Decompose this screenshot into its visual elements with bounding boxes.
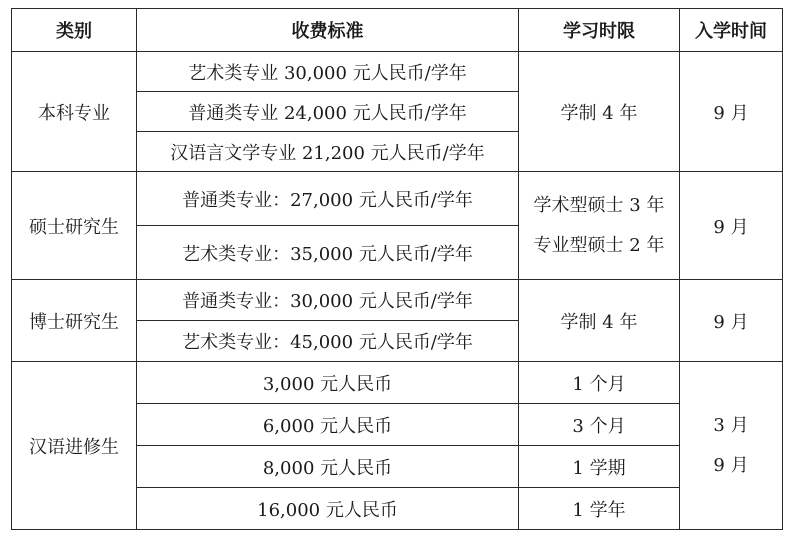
category-chinese: 汉语进修生: [12, 362, 137, 530]
fee-cell: 艺术类专业：35,000 元人民币/学年: [137, 226, 519, 280]
fee-cell: 6,000 元人民币: [137, 404, 519, 446]
fee-cell: 艺术类专业 30,000 元人民币/学年: [137, 52, 519, 92]
duration-cell: 3 个月: [519, 404, 680, 446]
fee-cell: 8,000 元人民币: [137, 446, 519, 488]
header-duration: 学习时限: [519, 9, 680, 52]
header-row: [12, 9, 783, 52]
duration-cell: 1 个月: [519, 362, 680, 404]
fee-cell: 普通类专业：27,000 元人民币/学年: [137, 172, 519, 226]
table-row: [12, 172, 783, 226]
duration-line: 专业型硕士 2 年: [533, 234, 665, 256]
duration-cell: 1 学期: [519, 446, 680, 488]
duration-line: 学术型硕士 3 年: [533, 194, 665, 216]
category-doctor: 博士研究生: [12, 280, 137, 362]
fee-cell: 普通类专业 24,000 元人民币/学年: [137, 92, 519, 132]
header-fee: 收费标准: [137, 9, 519, 52]
fee-cell: 普通类专业：30,000 元人民币/学年: [137, 280, 519, 321]
table-row: [12, 362, 783, 404]
fee-cell: 汉语言文学专业 21,200 元人民币/学年: [137, 132, 519, 172]
enroll-line: 3 月: [713, 414, 749, 436]
duration-cell: 学制 4 年: [519, 280, 680, 362]
table-row: [12, 280, 783, 321]
enroll-cell: 9 月: [680, 280, 783, 362]
duration-cell: 1 学年: [519, 488, 680, 530]
fee-cell: 16,000 元人民币: [137, 488, 519, 530]
header-enroll: 入学时间: [680, 9, 783, 52]
fee-cell: 3,000 元人民币: [137, 362, 519, 404]
enroll-cell: [680, 362, 783, 530]
table-row: [12, 52, 783, 92]
enroll-cell: 9 月: [680, 172, 783, 280]
enroll-line: 9 月: [713, 454, 749, 476]
fee-cell: 艺术类专业：45,000 元人民币/学年: [137, 321, 519, 362]
duration-cell: [519, 172, 680, 280]
header-category: 类别: [12, 9, 137, 52]
fee-table: [11, 8, 783, 530]
duration-cell: 学制 4 年: [519, 52, 680, 172]
enroll-cell: 9 月: [680, 52, 783, 172]
category-master: 硕士研究生: [12, 172, 137, 280]
category-undergrad: 本科专业: [12, 52, 137, 172]
